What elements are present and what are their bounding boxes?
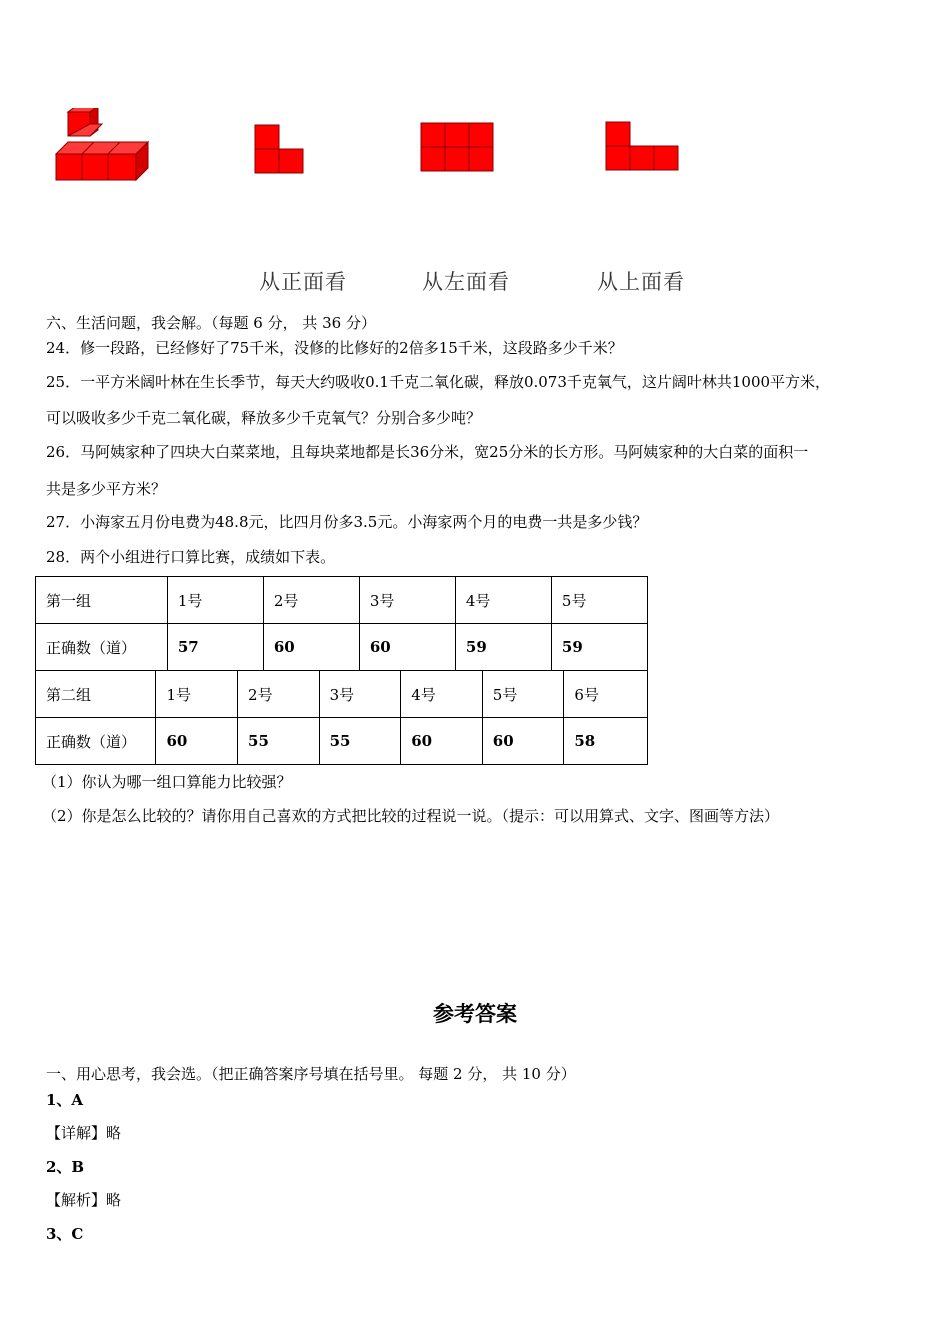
group2-header-3: 3号 — [319, 671, 401, 718]
group2-header-6: 6号 — [564, 671, 648, 718]
answer-1-detail: 【详解】略 — [46, 1124, 122, 1142]
group1-value-1: 57 — [167, 624, 263, 671]
group2-header-5: 5号 — [482, 671, 564, 718]
front-view-label: 从正面看 — [259, 270, 347, 294]
group1-header-3: 3号 — [359, 577, 455, 624]
table-row — [36, 577, 648, 624]
group1-name: 第一组 — [36, 577, 168, 624]
group2-value-3: 55 — [319, 718, 401, 765]
table-row — [36, 718, 648, 765]
top-view-figure — [605, 121, 681, 173]
subquestion-1: （1）你认为哪一组口算能力比较强？ — [42, 773, 292, 791]
section6-header: 六、生活问题，我会解。（每题 6 分， 共 36 分） — [46, 314, 376, 332]
answer-2-detail: 【解析】略 — [46, 1191, 122, 1209]
group2-header-4: 4号 — [401, 671, 483, 718]
group1-row-label: 正确数（道） — [36, 624, 168, 671]
group2-name: 第二组 — [36, 671, 156, 718]
group1-value-5: 59 — [551, 624, 647, 671]
group2-row-label: 正确数（道） — [36, 718, 156, 765]
answer-2: 2、B — [46, 1158, 85, 1176]
top-view-label: 从上面看 — [597, 270, 685, 294]
answers-title: 参考答案 — [433, 1001, 517, 1026]
question-27: 27．小海家五月份电费为48.8元，比四月份多3.5元。小海家两个月的电费一共是多少钱？ — [46, 513, 648, 531]
subquestion-2: （2）你是怎么比较的？请你用自己喜欢的方式把比较的过程说一说。（提示：可以用算式、文字、图画等方法） — [42, 807, 780, 825]
question-24: 24．修一段路，已经修好了75千米，没修的比修好的2倍多15千米，这段路多少千米？ — [46, 339, 623, 357]
answer-1: 1、A — [46, 1091, 84, 1109]
table-row — [36, 624, 648, 671]
left-view-label: 从左面看 — [422, 270, 510, 294]
group1-value-2: 60 — [263, 624, 359, 671]
group2-value-2: 55 — [238, 718, 320, 765]
group2-value-4: 60 — [401, 718, 483, 765]
table-row — [36, 671, 648, 718]
score-table-group1 — [35, 576, 648, 671]
group2-value-1: 60 — [156, 718, 238, 765]
group1-header-2: 2号 — [263, 577, 359, 624]
answers-section1-header: 一、用心思考，我会选。（把正确答案序号填在括号里。 每题 2 分， 共 10 分） — [46, 1065, 576, 1083]
group2-value-5: 60 — [482, 718, 564, 765]
group2-header-2: 2号 — [238, 671, 320, 718]
question-26-line2: 共是多少平方米？ — [46, 480, 167, 498]
group1-header-4: 4号 — [455, 577, 551, 624]
group1-header-1: 1号 — [167, 577, 263, 624]
score-table-group2 — [35, 670, 648, 765]
question-25-line1: 25．一平方米阔叶林在生长季节，每天大约吸收0.1千克二氧化碳，释放0.073千克氧气，这片阔叶林共1000平方米， — [46, 373, 831, 391]
question-25-line2: 可以吸收多少千克二氧化碳，释放多少千克氧气？分别合多少吨？ — [46, 409, 482, 427]
group2-header-1: 1号 — [156, 671, 238, 718]
group1-value-4: 59 — [455, 624, 551, 671]
question-28: 28．两个小组进行口算比赛，成绩如下表。 — [46, 548, 336, 566]
group2-value-6: 58 — [564, 718, 648, 765]
group1-header-5: 5号 — [551, 577, 647, 624]
left-view-figure — [420, 122, 496, 174]
front-view-figure — [254, 124, 306, 176]
group1-value-3: 60 — [359, 624, 455, 671]
answer-3: 3、C — [46, 1225, 84, 1243]
question-26-line1: 26．马阿姨家种了四块大白菜菜地，且每块菜地都是长36分米，宽25分米的长方形。马阿姨家种的大白菜的面积一 — [46, 443, 809, 461]
cube-stack-3d-figure — [50, 108, 154, 184]
